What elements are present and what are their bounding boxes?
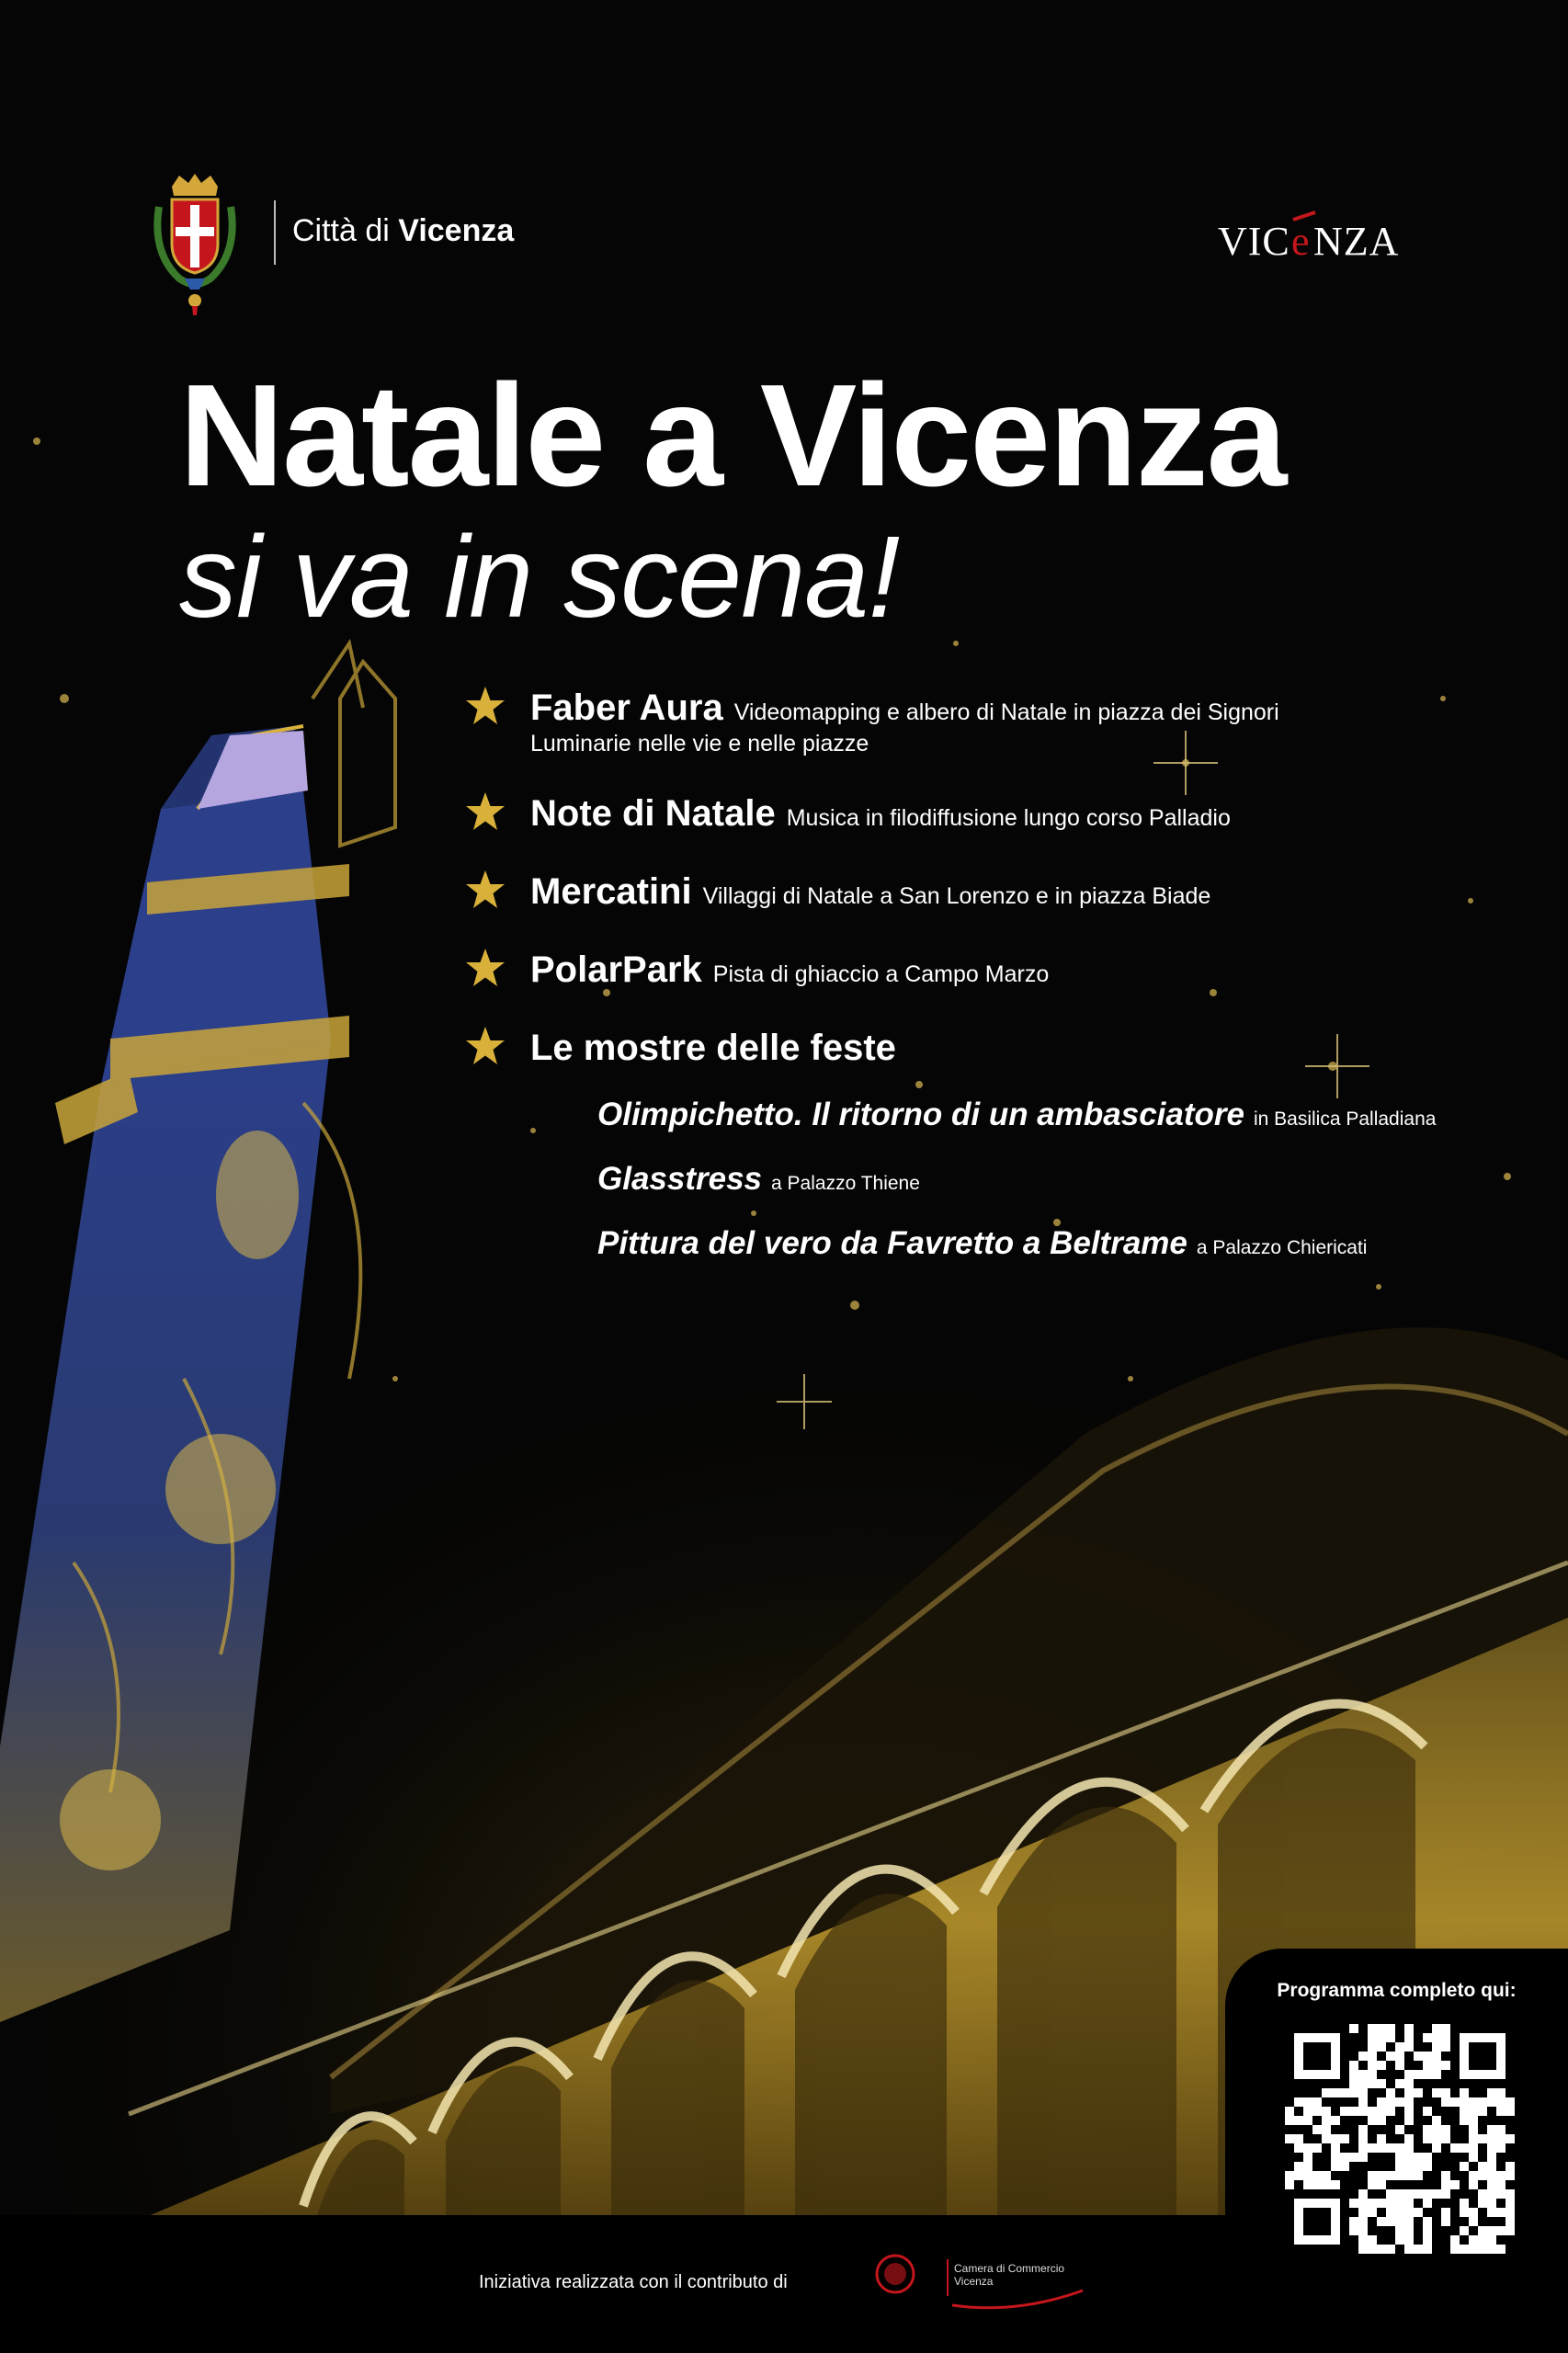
- event-description: Villaggi di Natale a San Lorenzo e in piazza Biade: [702, 883, 1211, 909]
- qr-module: [1460, 2171, 1469, 2180]
- qr-module: [1450, 2199, 1460, 2208]
- qr-module: [1312, 2116, 1322, 2125]
- qr-module: [1395, 2180, 1404, 2189]
- qr-module: [1478, 2143, 1487, 2153]
- qr-module: [1349, 2235, 1358, 2245]
- qr-module: [1368, 2226, 1377, 2235]
- qr-module: [1322, 2162, 1331, 2171]
- qr-module: [1432, 2162, 1441, 2171]
- qr-module: [1294, 2088, 1303, 2097]
- qr-module: [1331, 2125, 1340, 2134]
- qr-module: [1285, 2088, 1294, 2097]
- qr-module: [1395, 2088, 1404, 2097]
- qr-module: [1312, 2088, 1322, 2097]
- qr-module: [1432, 2097, 1441, 2107]
- qr-module: [1460, 2235, 1469, 2245]
- qr-module: [1404, 2180, 1414, 2189]
- qr-module: [1340, 2116, 1349, 2125]
- event-description: Pista di ghiaccio a Campo Marzo: [712, 961, 1050, 987]
- qr-module: [1450, 2107, 1460, 2116]
- qr-module: [1450, 2134, 1460, 2143]
- qr-module: [1423, 2171, 1432, 2180]
- qr-module: [1450, 2208, 1460, 2217]
- qr-module: [1285, 2162, 1294, 2171]
- qr-finder: [1469, 2042, 1496, 2070]
- exhibition-location: a Palazzo Thiene: [771, 1173, 920, 1194]
- event-description: Musica in filodiffusione lungo corso Palladio: [786, 805, 1231, 831]
- qr-module: [1506, 2116, 1515, 2125]
- qr-module: [1386, 2134, 1395, 2143]
- qr-module: [1358, 2024, 1368, 2033]
- qr-module: [1340, 2143, 1349, 2153]
- qr-module: [1432, 2180, 1441, 2189]
- event-title: [530, 869, 1210, 919]
- event-name: Faber Aura: [530, 688, 723, 728]
- qr-module: [1349, 2143, 1358, 2153]
- qr-module: [1414, 2180, 1423, 2189]
- qr-module: [1285, 2153, 1294, 2162]
- qr-module: [1478, 2125, 1487, 2134]
- qr-module: [1395, 2134, 1404, 2143]
- qr-module: [1349, 2116, 1358, 2125]
- qr-module: [1349, 2171, 1358, 2180]
- qr-module: [1349, 2134, 1358, 2143]
- qr-module: [1312, 2134, 1322, 2143]
- qr-module: [1496, 2217, 1506, 2226]
- qr-module: [1395, 2024, 1404, 2033]
- qr-module: [1414, 2097, 1423, 2107]
- qr-module: [1349, 2162, 1358, 2171]
- exhibition-name: Olimpichetto. Il ritorno di un ambasciatore: [597, 1097, 1244, 1132]
- qr-module: [1450, 2189, 1460, 2199]
- qr-module: [1312, 2162, 1322, 2171]
- qr-module: [1450, 2116, 1460, 2125]
- qr-module: [1303, 2134, 1312, 2143]
- svg-text:VIC: VIC: [1218, 219, 1290, 264]
- qr-module: [1386, 2061, 1395, 2070]
- star-icon: [464, 947, 506, 989]
- qr-module: [1294, 2107, 1303, 2116]
- qr-module: [1460, 2134, 1469, 2143]
- header-divider: [274, 200, 276, 265]
- qr-module: [1331, 2097, 1340, 2107]
- qr-module: [1478, 2088, 1487, 2097]
- svg-text:NZA: NZA: [1313, 219, 1400, 264]
- qr-module: [1432, 2107, 1441, 2116]
- qr-module: [1432, 2079, 1441, 2088]
- exhibition-location: a Palazzo Chiericati: [1196, 1237, 1368, 1258]
- svg-text:e: e: [1291, 219, 1310, 264]
- qr-module: [1414, 2061, 1423, 2070]
- qr-module: [1441, 2162, 1450, 2171]
- qr-module: [1349, 2180, 1358, 2189]
- qr-module: [1349, 2042, 1358, 2052]
- qr-module: [1358, 2033, 1368, 2042]
- qr-module: [1423, 2116, 1432, 2125]
- star-icon: [464, 869, 506, 911]
- qr-module: [1441, 2052, 1450, 2061]
- qr-module: [1386, 2042, 1395, 2052]
- qr-module: [1432, 2226, 1441, 2235]
- qr-module: [1432, 2208, 1441, 2217]
- qr-module: [1294, 2153, 1303, 2162]
- qr-module: [1414, 2033, 1423, 2042]
- city-name-bold: Vicenza: [398, 213, 515, 248]
- event-description-line2: Luminarie nelle vie e nelle piazze: [530, 731, 869, 756]
- exhibition-name: Glasstress: [597, 1161, 763, 1197]
- qr-label: Programma completo qui:: [1277, 1980, 1517, 2001]
- qr-module: [1450, 2162, 1460, 2171]
- qr-module: [1386, 2226, 1395, 2235]
- qr-module: [1414, 2235, 1423, 2245]
- qr-module: [1368, 2162, 1377, 2171]
- qr-module: [1294, 2180, 1303, 2189]
- qr-module: [1358, 2061, 1368, 2070]
- qr-module: [1506, 2143, 1515, 2153]
- event-description: Videomapping e albero di Natale in piazza dei Signori: [733, 699, 1279, 725]
- event-name: Mercatini: [530, 871, 692, 912]
- event-title: [530, 947, 1049, 997]
- qr-module: [1469, 2088, 1478, 2097]
- qr-module: [1358, 2116, 1368, 2125]
- qr-module: [1423, 2024, 1432, 2033]
- qr-module: [1377, 2052, 1386, 2061]
- qr-module: [1404, 2061, 1414, 2070]
- qr-module: [1441, 2116, 1450, 2125]
- qr-module: [1450, 2088, 1460, 2097]
- event-title: [530, 685, 1279, 735]
- qr-module: [1478, 2116, 1487, 2125]
- qr-module: [1349, 2245, 1358, 2254]
- qr-module: [1386, 2235, 1395, 2245]
- qr-module: [1506, 2180, 1515, 2189]
- star-icon: [464, 685, 506, 727]
- qr-module: [1441, 2107, 1450, 2116]
- qr-panel: [1225, 1949, 1568, 2353]
- qr-module: [1432, 2199, 1441, 2208]
- qr-code[interactable]: [1285, 2024, 1515, 2254]
- qr-module: [1349, 2208, 1358, 2217]
- qr-module: [1432, 2153, 1441, 2162]
- qr-module: [1368, 2153, 1377, 2162]
- qr-module: [1368, 2088, 1377, 2097]
- star-icon: [464, 790, 506, 833]
- qr-module: [1285, 2143, 1294, 2153]
- qr-module: [1441, 2199, 1450, 2208]
- event-name: PolarPark: [530, 949, 702, 990]
- qr-module: [1506, 2235, 1515, 2245]
- qr-module: [1506, 2088, 1515, 2097]
- qr-module: [1432, 2245, 1441, 2254]
- qr-module: [1395, 2070, 1404, 2079]
- qr-module: [1358, 2180, 1368, 2189]
- qr-module: [1386, 2070, 1395, 2079]
- qr-module: [1377, 2189, 1386, 2199]
- qr-module: [1469, 2189, 1478, 2199]
- city-prefix: Città di: [292, 213, 399, 248]
- qr-module: [1395, 2033, 1404, 2042]
- qr-module: [1331, 2171, 1340, 2180]
- qr-module: [1450, 2171, 1460, 2180]
- qr-module: [1423, 2143, 1432, 2153]
- qr-module: [1423, 2180, 1432, 2189]
- qr-module: [1404, 2052, 1414, 2061]
- qr-module: [1423, 2042, 1432, 2052]
- qr-module: [1349, 2097, 1358, 2107]
- qr-module: [1506, 2125, 1515, 2134]
- qr-module: [1460, 2180, 1469, 2189]
- qr-module: [1414, 2217, 1423, 2226]
- qr-module: [1395, 2107, 1404, 2116]
- event-name: Note di Natale: [530, 793, 776, 834]
- qr-module: [1368, 2217, 1377, 2226]
- qr-module: [1414, 2199, 1423, 2208]
- star-icon: [464, 1025, 506, 1067]
- qr-module: [1432, 2217, 1441, 2226]
- qr-module: [1377, 2162, 1386, 2171]
- page-subtitle: si va in scena!: [179, 512, 900, 642]
- qr-module: [1460, 2125, 1469, 2134]
- exhibition-item: [597, 1161, 920, 1198]
- qr-module: [1386, 2162, 1395, 2171]
- qr-module: [1349, 2052, 1358, 2061]
- qr-module: [1386, 2079, 1395, 2088]
- qr-module: [1460, 2189, 1469, 2199]
- qr-module: [1478, 2208, 1487, 2217]
- qr-module: [1423, 2208, 1432, 2217]
- qr-module: [1414, 2226, 1423, 2235]
- qr-module: [1312, 2153, 1322, 2162]
- qr-module: [1386, 2125, 1395, 2134]
- qr-module: [1469, 2199, 1478, 2208]
- qr-module: [1386, 2116, 1395, 2125]
- qr-module: [1414, 2116, 1423, 2125]
- chamber-of-commerce-logo: [869, 2250, 1090, 2316]
- chamber-logo-line2: Vicenza: [954, 2275, 994, 2288]
- footer-credit: Iniziativa realizzata con il contributo di: [479, 2272, 788, 2292]
- qr-module: [1469, 2226, 1478, 2235]
- qr-module: [1303, 2088, 1312, 2097]
- exhibition-item: [597, 1097, 1436, 1133]
- qr-module: [1460, 2153, 1469, 2162]
- qr-module: [1349, 2033, 1358, 2042]
- qr-module: [1441, 2245, 1450, 2254]
- qr-module: [1441, 2153, 1450, 2162]
- qr-module: [1368, 2189, 1377, 2199]
- qr-module: [1478, 2153, 1487, 2162]
- qr-module: [1377, 2226, 1386, 2235]
- qr-module: [1322, 2097, 1331, 2107]
- qr-module: [1340, 2125, 1349, 2134]
- qr-module: [1368, 2125, 1377, 2134]
- chamber-logo-line1: Camera di Commercio: [954, 2262, 1065, 2275]
- qr-module: [1450, 2125, 1460, 2134]
- qr-module: [1303, 2125, 1312, 2134]
- qr-module: [1377, 2235, 1386, 2245]
- exhibition-location: in Basilica Palladiana: [1253, 1108, 1437, 1130]
- qr-module: [1349, 2125, 1358, 2134]
- qr-module: [1450, 2217, 1460, 2226]
- qr-module: [1496, 2235, 1506, 2245]
- qr-module: [1414, 2042, 1423, 2052]
- qr-module: [1414, 2107, 1423, 2116]
- qr-module: [1496, 2162, 1506, 2171]
- qr-module: [1414, 2079, 1423, 2088]
- qr-module: [1322, 2153, 1331, 2162]
- qr-module: [1340, 2180, 1349, 2189]
- qr-module: [1294, 2125, 1303, 2134]
- qr-module: [1441, 2143, 1450, 2153]
- qr-module: [1478, 2180, 1487, 2189]
- qr-module: [1331, 2107, 1340, 2116]
- exhibition-name: Pittura del vero da Favretto a Beltrame: [597, 1225, 1187, 1261]
- qr-module: [1377, 2208, 1386, 2217]
- qr-module: [1487, 2217, 1496, 2226]
- qr-module: [1340, 2097, 1349, 2107]
- qr-module: [1358, 2171, 1368, 2180]
- qr-finder: [1303, 2042, 1331, 2070]
- page-title: Natale a Vicenza: [179, 355, 1286, 517]
- qr-module: [1414, 2024, 1423, 2033]
- city-crest-icon: [152, 170, 239, 317]
- qr-module: [1423, 2088, 1432, 2097]
- qr-module: [1285, 2125, 1294, 2134]
- qr-module: [1358, 2042, 1368, 2052]
- qr-module: [1450, 2226, 1460, 2235]
- qr-module: [1432, 2171, 1441, 2180]
- qr-module: [1377, 2070, 1386, 2079]
- qr-module: [1368, 2134, 1377, 2143]
- qr-module: [1506, 2245, 1515, 2254]
- qr-module: [1368, 2097, 1377, 2107]
- qr-module: [1496, 2199, 1506, 2208]
- qr-module: [1441, 2079, 1450, 2088]
- qr-module: [1386, 2153, 1395, 2162]
- qr-module: [1414, 2125, 1423, 2134]
- qr-module: [1496, 2116, 1506, 2125]
- qr-module: [1414, 2143, 1423, 2153]
- vicenza-brand-logo: [1218, 207, 1420, 271]
- qr-module: [1404, 2125, 1414, 2134]
- qr-module: [1386, 2180, 1395, 2189]
- qr-module: [1423, 2097, 1432, 2107]
- event-title: [530, 1025, 896, 1071]
- qr-module: [1395, 2116, 1404, 2125]
- qr-module: [1496, 2153, 1506, 2162]
- qr-module: [1377, 2088, 1386, 2097]
- qr-module: [1377, 2125, 1386, 2134]
- qr-module: [1487, 2107, 1496, 2116]
- qr-module: [1322, 2143, 1331, 2153]
- qr-module: [1469, 2162, 1478, 2171]
- qr-module: [1460, 2217, 1469, 2226]
- qr-module: [1450, 2153, 1460, 2162]
- qr-module: [1414, 2134, 1423, 2143]
- qr-module: [1441, 2226, 1450, 2235]
- qr-module: [1349, 2189, 1358, 2199]
- qr-module: [1441, 2235, 1450, 2245]
- event-name: Le mostre delle feste: [530, 1028, 896, 1068]
- qr-module: [1358, 2162, 1368, 2171]
- event-title: [530, 790, 1231, 841]
- qr-module: [1395, 2245, 1404, 2254]
- qr-finder: [1303, 2208, 1331, 2235]
- qr-module: [1432, 2235, 1441, 2245]
- qr-module: [1423, 2079, 1432, 2088]
- qr-module: [1487, 2116, 1496, 2125]
- qr-module: [1377, 2153, 1386, 2162]
- qr-module: [1340, 2171, 1349, 2180]
- qr-module: [1285, 2097, 1294, 2107]
- city-name: [292, 213, 514, 249]
- qr-module: [1478, 2217, 1487, 2226]
- qr-module: [1506, 2153, 1515, 2162]
- qr-module: [1441, 2070, 1450, 2079]
- exhibition-item: [597, 1225, 1367, 1262]
